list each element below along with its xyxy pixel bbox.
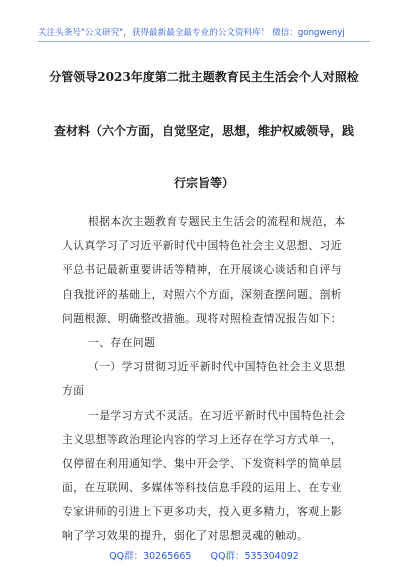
qq-group-2: QQ群：535304092 [210,551,299,562]
body-paragraph-line: 人认真学习了习近平新时代中国特色社会主义思想、习近 [62,239,342,252]
qq-group-1: QQ群：30265665 [109,551,192,562]
body-paragraph-line: 仅停留在利用通知学、集中开会学、下发资料学的简单层 [62,457,342,470]
document-title-line-3: 行宗旨等） [173,176,234,190]
body-paragraph-line: 主义思想等政治理论内容的学习上还存在学习方式单一， [62,433,342,446]
subsection-heading: （一）学习贯彻习近平新时代中国特色社会主义思想 [88,360,346,373]
subsection-heading-cont: 方面 [62,384,85,397]
footer-contact [0,548,408,562]
document-title-line-1: 分管领导2023年度第二批主题教育民主生活会个人对照检 [49,70,359,84]
body-paragraph-line: 专家讲师的引进上下更多功夫，投入更多精力，客观上影 [62,505,342,518]
section-heading: 一、存在问题 [88,336,156,349]
body-paragraph-line: 平总书记最新重要讲话等精神，在开展谈心谈话和自评与 [62,263,342,276]
body-paragraph-line: 面，在互联网、多媒体等科技信息手段的运用上、在专业 [62,481,342,494]
body-paragraph-line: 自我批评的基础上，对照六个方面，深刻查摆问题、剖析 [62,288,342,301]
header-banner: 关注头条号"公文研究"，获得最新最全最专业的公文资料库！ 微信：gongwenyj [38,28,345,38]
document-title-line-2: 查材料（六个方面，自觉坚定，思想，维护权威领导，践 [53,124,354,138]
body-paragraph-line: 问题根源、明确整改措施。现将对照检查情况报告如下： [62,312,342,325]
body-paragraph-line: 一是学习方式不灵活。在习近平新时代中国特色社会 [88,409,346,422]
body-paragraph-line: 根据本次主题教育专题民主生活会的流程和规范，本 [88,215,346,228]
header-divider [38,41,370,42]
body-paragraph-line: 响了学习效果的提升，弱化了对思想灵魂的触动。 [62,529,309,542]
